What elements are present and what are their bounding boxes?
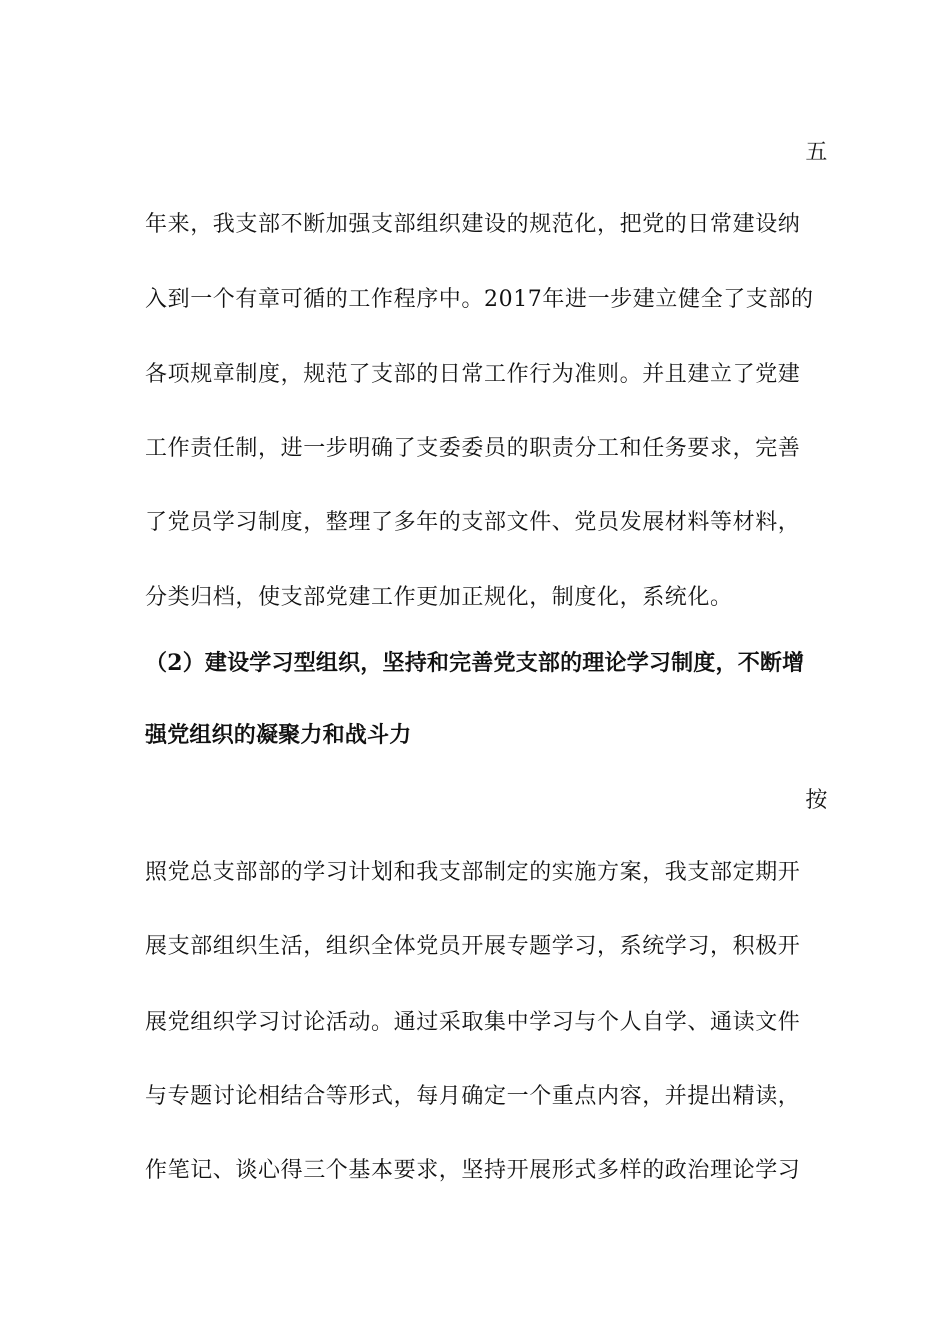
paragraph1-line-3: 各项规章制度，规范了支部的日常工作行为准则。并且建立了党建 [145,362,801,387]
section-heading-line-2: 强党组织的凝聚力和战斗力 [145,722,412,748]
paragraph1-lead-char: 五 [805,140,828,165]
paragraph2-line-3: 展党组织学习讨论活动。通过采取集中学习与个人自学、通读文件 [145,1010,801,1035]
paragraph2-line-1: 照党总支部部的学习计划和我支部制定的实施方案，我支部定期开 [145,860,801,885]
paragraph2-lead-char: 按 [805,788,828,813]
paragraph1-line-1: 年来，我支部不断加强支部组织建设的规范化，把党的日常建设纳 [145,212,801,237]
paragraph2-line-2: 展支部组织生活，组织全体党员开展专题学习，系统学习，积极开 [145,934,801,959]
paragraph1-line-4: 工作责任制，进一步明确了支委委员的职责分工和任务要求，完善 [145,436,801,461]
paragraph1-line-5: 了党员学习制度，整理了多年的支部文件、党员发展材料等材料， [145,510,801,535]
section-heading-line-1: （2）建设学习型组织，坚持和完善党支部的理论学习制度，不断增 [145,650,805,676]
paragraph1-line-6: 分类归档，使支部党建工作更加正规化，制度化，系统化。 [145,585,733,610]
paragraph2-line-5: 作笔记、谈心得三个基本要求，坚持开展形式多样的政治理论学习 [145,1158,801,1183]
paragraph2-line-4: 与专题讨论相结合等形式，每月确定一个重点内容，并提出精读， [145,1084,801,1109]
paragraph1-line-2: 入到一个有章可循的工作程序中。2017年进一步建立健全了支部的 [145,287,814,312]
